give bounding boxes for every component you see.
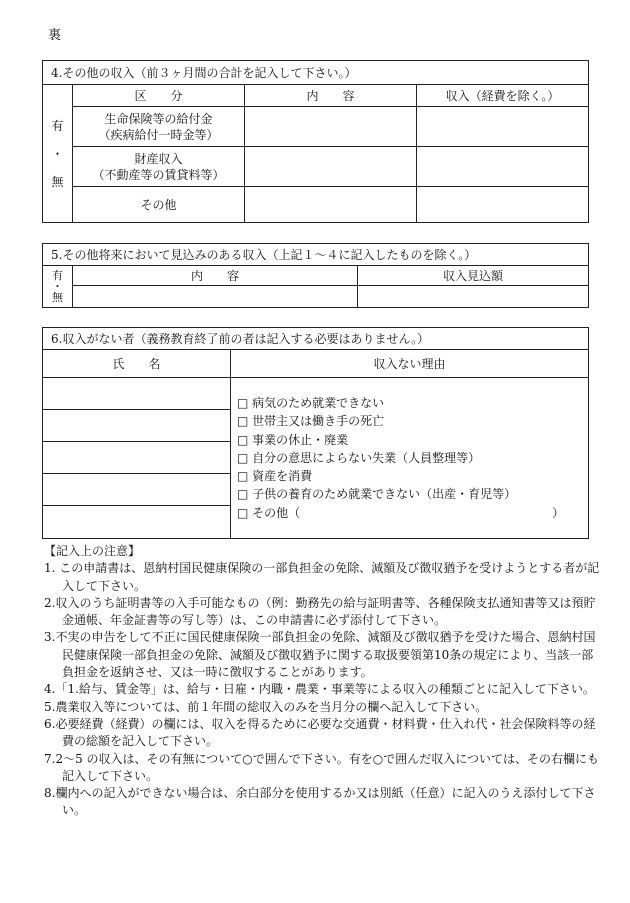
naiyo-field[interactable] bbox=[245, 107, 417, 147]
note-item: 2.収入のうち証明書等の入手可能なもの（例：勤務先の給与証明書等、各種保険支払通知書等又は預貯金通帳、年金証書等の写し等）は、この申請書に必ず添付して下さい。 bbox=[44, 595, 596, 628]
note-item: 5.農業収入等については、前１年間の総収入のみを当月分の欄へ記入して下さい。 bbox=[44, 699, 488, 714]
naiyo-field[interactable] bbox=[73, 286, 358, 308]
row-kubun bbox=[73, 107, 245, 147]
section6-title: 6.収入がない者（義務教育終了前の者は記入する必要はありません。） bbox=[43, 328, 589, 350]
row-kubun: その他 bbox=[73, 187, 245, 223]
reason-checkbox[interactable]: □ 自分の意思によらない失業（人員整理等） bbox=[237, 450, 481, 465]
section4-table bbox=[42, 60, 589, 223]
naiyo-field[interactable] bbox=[245, 187, 417, 223]
reason-checkbox[interactable]: □ 事業の休止・廃業 bbox=[237, 432, 349, 447]
col-amount: 収入見込額 bbox=[358, 266, 589, 286]
name-field[interactable] bbox=[43, 474, 231, 506]
note-item: 3.不実の申告をして不正に国民健康保険一部負担金の免除、減額及び徴収猶予を受けた場合、恩納村国民健康保険一部負担金の免除、減額及び徴収猶予に関する取扱要領第10条の規定により、当該一部負担金を返納させ、又は一時に徴収することがあります。 bbox=[44, 630, 596, 680]
col-name: 氏 名 bbox=[43, 350, 231, 378]
shunyu-field[interactable] bbox=[417, 147, 589, 187]
yes-mark: 有 bbox=[52, 269, 63, 282]
reason-checkbox[interactable]: □ 資産を消費 bbox=[237, 469, 313, 484]
note-item: 6.必要経費（経費）の欄には、収入を得るために必要な交通費・材料費・仕入れ代・社会保険料等の経費の総額を記入して下さい。 bbox=[44, 716, 596, 749]
reason-checkbox[interactable]: □ その他（ ） bbox=[237, 505, 565, 520]
row-label-line2: （不動産等の賃貸料等） bbox=[92, 167, 225, 182]
note-item: 4.「1.給与、賃金等」は、給与・日雇・内職・農業・事業等による収入の種類ごとに記入して下さい。 bbox=[44, 682, 595, 697]
naiyo-field[interactable] bbox=[245, 147, 417, 187]
row-label-line1: 財産収入 bbox=[134, 151, 183, 166]
notes-section bbox=[44, 543, 604, 820]
notes-heading: 【記入上の注意】 bbox=[44, 544, 141, 558]
section5-yes-no[interactable] bbox=[43, 266, 73, 308]
reason-list bbox=[231, 378, 589, 539]
note-item: 1. この申請書は、恩納村国民健康保険の一部負担金の免除、減額及び徴収猶予を受けようとする者が記入して下さい。 bbox=[44, 561, 600, 593]
name-field[interactable] bbox=[43, 442, 231, 474]
section4-title: 4.その他の収入（前３ヶ月間の合計を記入して下さい。） bbox=[43, 61, 589, 85]
note-item: 8.欄内への記入ができない場合は、余白部分を使用するか又は別紙（任意）に記入のうえ添付して下さい。 bbox=[44, 786, 596, 818]
reason-checkbox[interactable]: □ 子供の養育のため就業できない（出産・育児等） bbox=[237, 487, 517, 502]
no-mark: 無 bbox=[52, 291, 63, 304]
row-label-line2: （疾病給付一時金等） bbox=[98, 127, 219, 142]
col-kubun: 区 分 bbox=[73, 85, 245, 107]
separator-mark: ・ bbox=[51, 146, 64, 161]
no-mark: 無 bbox=[51, 174, 64, 189]
separator-mark: ・ bbox=[52, 280, 63, 293]
section5-title: 5.その他将来において見込みのある収入（上記１～４に記入したものを除く。） bbox=[43, 244, 589, 266]
shunyu-field[interactable] bbox=[417, 187, 589, 223]
name-field[interactable] bbox=[43, 506, 231, 539]
row-label-line1: 生命保険等の給付金 bbox=[104, 111, 213, 126]
col-naiyo: 内 容 bbox=[73, 266, 358, 286]
note-item: 7.2～5 の収入は、その有無について○で囲んで下さい。有を○で囲んだ収入については、その右欄にも記入して下さい。 bbox=[44, 751, 599, 783]
section6-table bbox=[42, 327, 589, 539]
shunyu-field[interactable] bbox=[417, 107, 589, 147]
amount-field[interactable] bbox=[358, 286, 589, 308]
side-label: 裏 bbox=[48, 28, 62, 43]
col-naiyo: 内 容 bbox=[245, 85, 417, 107]
col-reason: 収入ない理由 bbox=[231, 350, 589, 378]
section4-yes-no[interactable] bbox=[43, 85, 73, 223]
name-field[interactable] bbox=[43, 410, 231, 442]
name-field[interactable] bbox=[43, 378, 231, 410]
row-kubun bbox=[73, 147, 245, 187]
yes-mark: 有 bbox=[51, 118, 64, 133]
reason-checkbox[interactable]: □ 世帯主又は働き手の死亡 bbox=[237, 414, 385, 429]
section5-table bbox=[42, 243, 589, 308]
reason-checkbox[interactable]: □ 病気のため就業できない bbox=[237, 396, 385, 411]
col-shunyu: 収入（経費を除く。） bbox=[417, 85, 589, 107]
